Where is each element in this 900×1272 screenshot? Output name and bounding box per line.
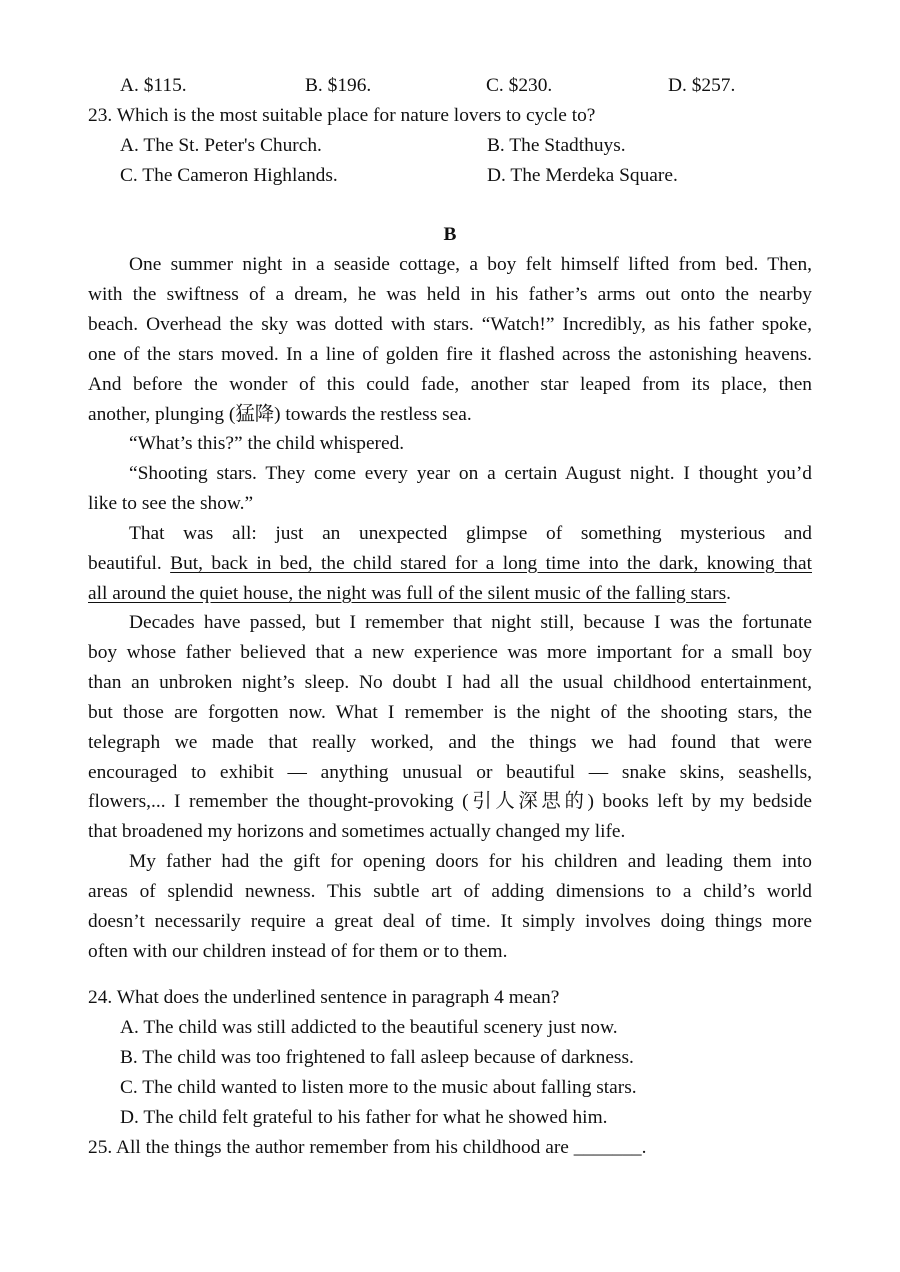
q23-option-b: B. The Stadthuys.: [487, 135, 626, 156]
underlined-sentence-part-2: all around the quiet house, the night was full of the silent music of the falling stars: [88, 583, 727, 604]
passage-line: than an unbroken night’s sleep. No doubt I had all the usual childhood entertainment,: [88, 671, 812, 693]
q23-option-a: A. The St. Peter's Church.: [120, 135, 322, 156]
underline-prefix: beautiful.: [88, 553, 171, 574]
q23-option-d: D. The Merdeka Square.: [487, 165, 678, 186]
passage-line: “Shooting stars. They come every year on a certain August night. I thought you’d: [129, 463, 812, 485]
q22-option-c: C. $230.: [486, 75, 553, 96]
passage-line: encouraged to exhibit — anything unusual or beautiful — snake skins, seashells,: [88, 761, 812, 783]
passage-line: often with our children instead of for them or to them.: [88, 940, 508, 962]
passage-line: My father had the gift for opening doors for his children and leading them into: [129, 851, 812, 873]
underline-suffix: .: [726, 583, 731, 604]
q25-stem: 25. All the things the author remember from his childhood are _______.: [88, 1137, 647, 1158]
q24-option-b: B. The child was too frightened to fall asleep because of darkness.: [120, 1047, 634, 1068]
q24-option-c: C. The child wanted to listen more to the music about falling stars.: [120, 1077, 637, 1098]
q24-stem: 24. What does the underlined sentence in paragraph 4 mean?: [88, 987, 560, 1008]
passage-underlined-line-1: [88, 552, 812, 576]
passage-line: one of the stars moved. In a line of golden fire it flashed across the astonishing heavens.: [88, 343, 812, 365]
q22-option-b: B. $196.: [305, 75, 372, 96]
underlined-sentence-part-1: But, back in bed, the child stared for a long time into the dark, knowing that: [170, 553, 812, 574]
passage-line: doesn’t necessarily require a great deal of time. It simply involves doing things more: [88, 911, 812, 932]
passage-line: One summer night in a seaside cottage, a boy felt himself lifted from bed. Then,: [129, 254, 812, 275]
passage-line: that broadened my horizons and sometimes actually changed my life.: [88, 821, 626, 843]
passage-line: beach. Overhead the sky was dotted with stars. “Watch!” Incredibly, as his father spoke,: [88, 313, 812, 335]
q24-option-d: D. The child felt grateful to his father for what he showed him.: [120, 1107, 608, 1128]
passage-line: another, plunging (猛降) towards the restless sea.: [88, 403, 472, 425]
passage-line: Decades have passed, but I remember that night still, because I was the fortunate: [129, 612, 812, 633]
passage-line: boy whose father believed that a new experience was more important for a small boy: [88, 641, 812, 663]
q23-stem: 23. Which is the most suitable place for nature lovers to cycle to?: [88, 105, 596, 126]
passage-line: but those are forgotten now. What I remember is the night of the shooting stars, the: [88, 701, 812, 723]
q24-option-a: A. The child was still addicted to the beautiful scenery just now.: [120, 1017, 618, 1038]
section-title: B: [443, 224, 457, 245]
passage-line: telegraph we made that really worked, and the things we had found that were: [88, 731, 812, 753]
passage-line: “What’s this?” the child whispered.: [129, 433, 405, 455]
passage-line: That was all: just an unexpected glimpse of something mysterious and: [129, 523, 812, 545]
passage-line: with the swiftness of a dream, he was held in his father’s arms out onto the nearby: [88, 283, 812, 305]
passage-line: And before the wonder of this could fade, another star leaped from its place, then: [88, 373, 812, 395]
q23-option-c: C. The Cameron Highlands.: [120, 165, 338, 186]
q22-option-d: D. $257.: [668, 75, 736, 96]
passage-line: areas of splendid newness. This subtle art of adding dimensions to a child’s world: [88, 881, 812, 903]
passage-underlined-line-2: [88, 582, 812, 606]
q22-option-a: A. $115.: [120, 75, 187, 96]
passage-line: like to see the show.”: [88, 493, 254, 515]
passage-line: flowers,... I remember the thought-provoking (引人深思的) books left by my bedside: [88, 791, 812, 813]
